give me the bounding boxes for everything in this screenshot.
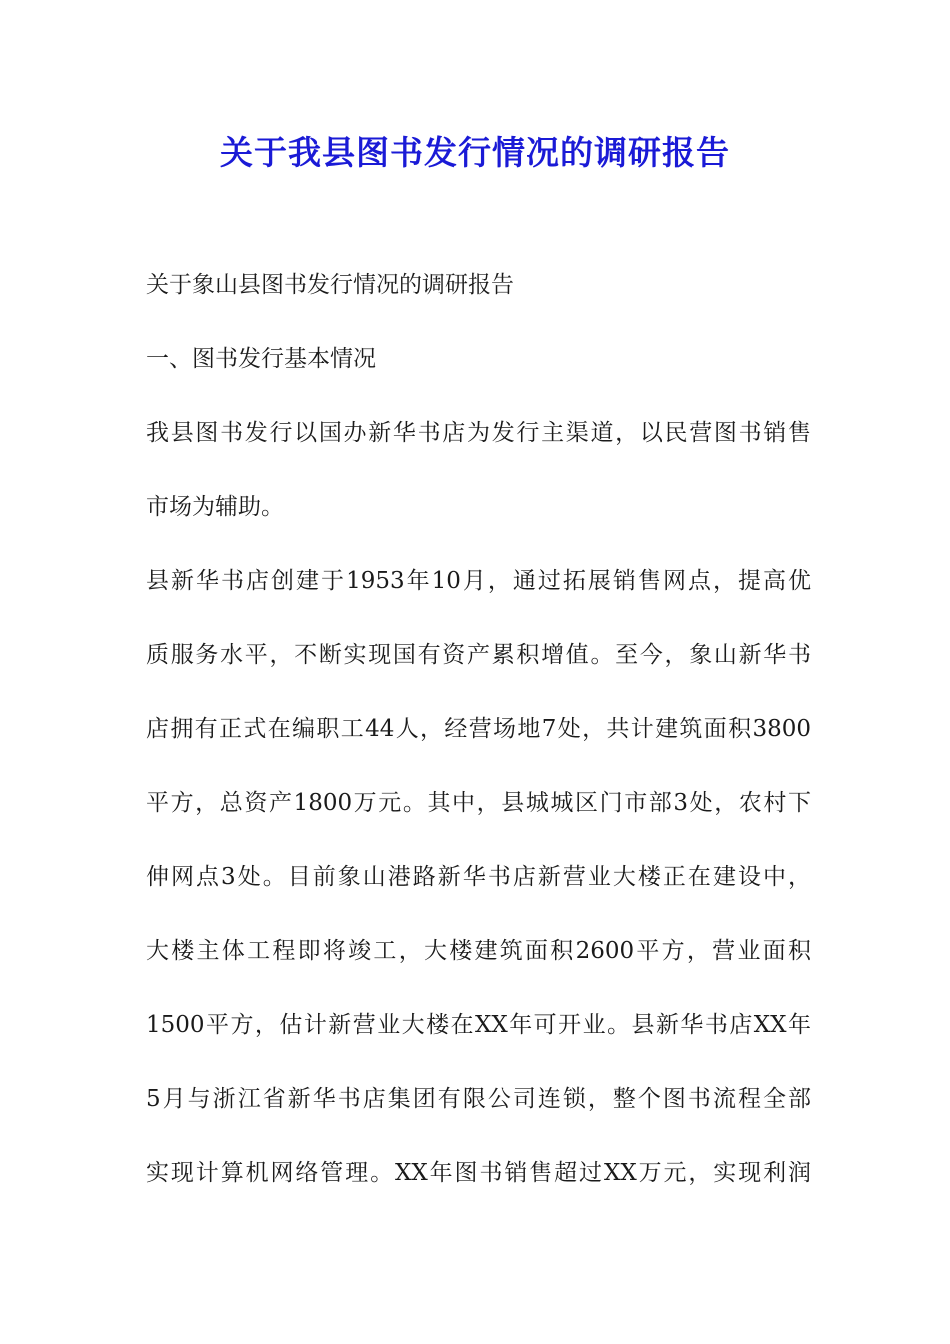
- paragraph-line: 县新华书店创建于1953年10月，通过拓展销售网点，提高优: [146, 568, 811, 594]
- paragraph-line: 5月与浙江省新华书店集团有限公司连锁，整个图书流程全部: [146, 1086, 811, 1112]
- document-title: 关于我县图书发行情况的调研报告: [220, 133, 730, 172]
- section-heading: 一、图书发行基本情况: [146, 346, 376, 372]
- paragraph-line: 实现计算机网络管理。XX年图书销售超过XX万元，实现利润: [146, 1160, 811, 1186]
- paragraph-line: 店拥有正式在编职工44人，经营场地7处，共计建筑面积3800: [146, 716, 811, 742]
- paragraph-line: 市场为辅助。: [146, 494, 284, 520]
- paragraph-line: 1500平方，估计新营业大楼在XX年可开业。县新华书店XX年: [146, 1012, 811, 1038]
- paragraph-line: 质服务水平，不断实现国有资产累积增值。至今，象山新华书: [146, 642, 811, 668]
- paragraph-line: 伸网点3处。目前象山港路新华书店新营业大楼正在建设中，: [146, 864, 811, 890]
- paragraph-line: 我县图书发行以国办新华书店为发行主渠道，以民营图书销售: [146, 420, 811, 446]
- paragraph-line: 大楼主体工程即将竣工，大楼建筑面积2600平方，营业面积: [146, 938, 811, 964]
- document-body: [146, 260, 811, 1222]
- paragraph-line: 平方，总资产1800万元。其中，县城城区门市部3处，农村下: [146, 790, 811, 816]
- subtitle-line: 关于象山县图书发行情况的调研报告: [146, 272, 514, 298]
